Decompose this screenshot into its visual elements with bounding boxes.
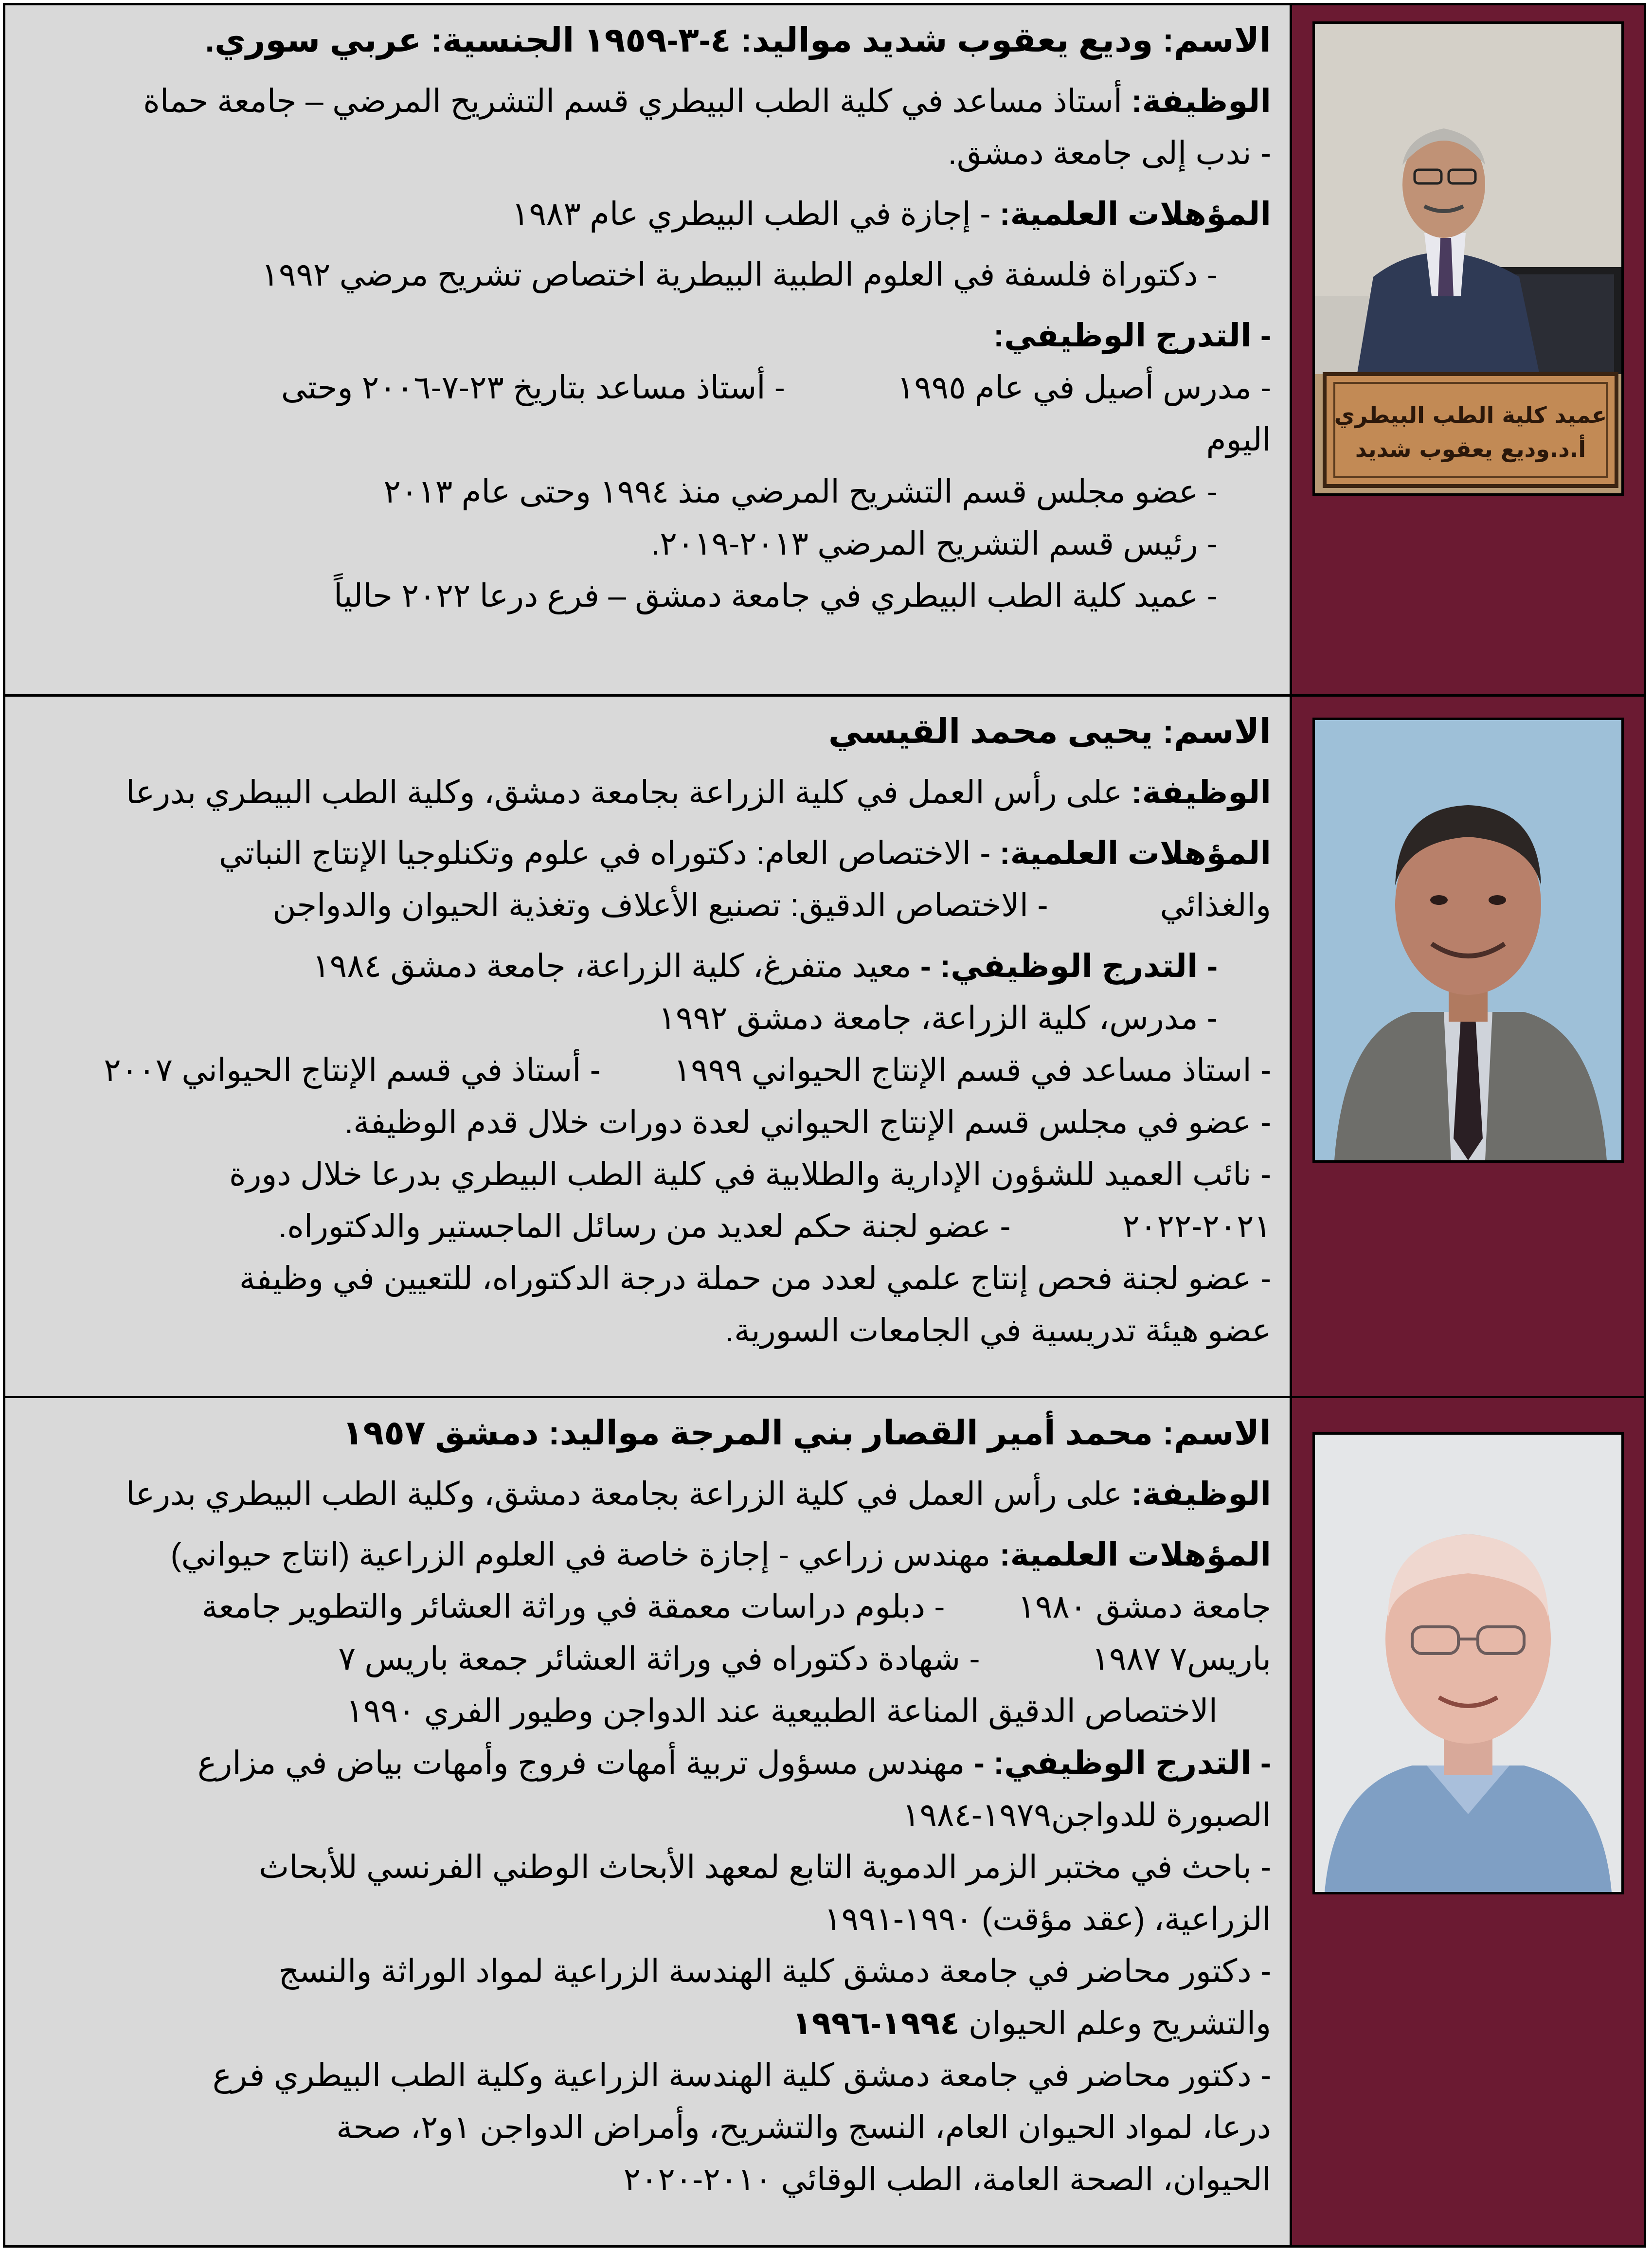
career-item: ١٩٩٤-١٩٩٦ [792, 2005, 960, 2041]
cv-text-cell [5, 1398, 1292, 2245]
job-label: الوظيفة: [1131, 83, 1271, 119]
job-line [24, 75, 1271, 127]
career-line: الزراعية، (عقد مؤقت) ١٩٩٠-١٩٩١ [824, 1901, 1271, 1937]
job-label: الوظيفة: [1131, 1476, 1271, 1512]
qualifications-text: والغذائي [1160, 887, 1271, 923]
qualifications-line-2 [24, 879, 1271, 931]
career-line: - عضو في مجلس قسم الإنتاج الحيواني لعدة دورات خلال قدم الوظيفة. [344, 1104, 1271, 1140]
qualifications-line [24, 1529, 1271, 1581]
plaque-text-2: أ.د.وديع يعقوب شديد [1355, 436, 1586, 462]
career-label: - التدرج الوظيفي: [993, 317, 1271, 353]
name-line: الاسم: محمد أمير القصار بني المرجة مواليد: دمشق ١٩٥٧ [342, 1414, 1271, 1452]
photo-cell [1292, 5, 1644, 694]
qualifications-text: - إجازة في الطب البيطري عام ١٩٨٣ [512, 196, 1000, 232]
qualifications-line [24, 827, 1271, 879]
career-line: - نائب العميد للشؤون الإدارية والطلابية في كلية الطب البيطري بدرعا خلال دورة [229, 1156, 1271, 1192]
qualifications-text: - الاختصاص العام: دكتوراه في علوم وتكنلوجيا الإنتاج النباتي [218, 835, 1000, 871]
plaque-text-1: عميد كلية الطب البيطري [1334, 402, 1607, 428]
career-line [24, 361, 1271, 414]
job-label: الوظيفة: [1131, 774, 1271, 810]
career-item: - أستاذ في قسم الإنتاج الحيواني ٢٠٠٧ [104, 1052, 601, 1088]
career-item: - عضو لجنة حكم لعديد من رسائل الماجستير والدكتوراه. [278, 1208, 1011, 1244]
qualifications-line-2: - دكتوراة فلسفة في العلوم الطبية البيطرية اختصاص تشريح مرضي ١٩٩٢ [261, 256, 1218, 292]
career-line [24, 1200, 1271, 1252]
qualifications-label: المؤهلات العلمية: [999, 196, 1271, 232]
qualifications-text: جامعة دمشق ١٩٨٠ [1018, 1588, 1271, 1624]
job-text: أستاذ مساعد في كلية الطب البيطري قسم التشريح المرضي – جامعة حماة [143, 83, 1131, 119]
qualifications-text: باريس٧ ١٩٨٧ [1092, 1640, 1271, 1676]
qualifications-text: - شهادة دكتوراه في وراثة العشائر جمعة باريس ٧ [338, 1640, 980, 1676]
career-line: اليوم [1206, 421, 1271, 457]
job-text: على رأس العمل في كلية الزراعة بجامعة دمشق، وكلية الطب البيطري بدرعا [126, 774, 1131, 810]
name-line: الاسم: يحيى محمد القيسي [828, 712, 1271, 750]
cv-text-cell [5, 5, 1292, 694]
career-line: - رئيس قسم التشريح المرضي ٢٠١٣-٢٠١٩. [651, 525, 1218, 561]
career-label: - التدرج الوظيفي: - [920, 948, 1218, 984]
job-line [24, 1468, 1271, 1520]
job-line-2: - ندب إلى جامعة دمشق. [948, 135, 1271, 171]
career-line: - عضو مجلس قسم التشريح المرضي منذ ١٩٩٤ وحتى عام ٢٠١٣ [383, 473, 1218, 509]
career-line: - دكتور محاضر في جامعة دمشق كلية الهندسة الزراعية لمواد الوراثة والنسج [278, 1953, 1271, 1989]
career-line: الحيوان، الصحة العامة، الطب الوقائي ٢٠١٠-٢٠٢٠ [623, 2161, 1271, 2197]
photo-cell [1292, 697, 1644, 1396]
career-item: مهندس مسؤول تربية أمهات فروج وأمهات بياض في مزارع [198, 1745, 974, 1781]
career-item: - استاذ مساعد في قسم الإنتاج الحيواني ١٩٩٩ [673, 1052, 1271, 1088]
qualifications-label: المؤهلات العلمية: [999, 1536, 1271, 1572]
career-line: - باحث في مختبر الزمر الدموية التابع لمعهد الأبحاث الوطني الفرنسي للأبحاث [259, 1849, 1271, 1885]
career-item: والتشريح وعلم الحيوان [959, 2005, 1271, 2041]
qualifications-text: - الاختصاص الدقيق: تصنيع الأعلاف وتغذية الحيوان والدواجن [272, 887, 1048, 923]
career-line [24, 940, 1271, 992]
career-line: - مدرس، كلية الزراعة، جامعة دمشق ١٩٩٢ [658, 1000, 1218, 1036]
qualifications-line [24, 188, 1271, 240]
cv-table [3, 3, 1646, 2248]
photo-cell [1292, 1398, 1644, 2245]
career-line: درعا، لمواد الحيوان العام، النسج والتشريح، وأمراض الدواجن ١و٢، صحة [336, 2109, 1271, 2145]
cv-text-cell [5, 697, 1292, 1396]
portrait-photo [1312, 21, 1624, 496]
job-text: على رأس العمل في كلية الزراعة بجامعة دمشق، وكلية الطب البيطري بدرعا [126, 1476, 1131, 1512]
qualifications-line [24, 1581, 1271, 1633]
qualifications-text: مهندس زراعي - إجازة خاصة في العلوم الزراعية (انتاج حيواني) [170, 1536, 1000, 1572]
career-line [24, 1044, 1271, 1096]
career-line: الصبورة للدواجن١٩٧٩-١٩٨٤ [902, 1797, 1271, 1833]
qualifications-line [24, 1633, 1271, 1685]
career-line: - دكتور محاضر في جامعة دمشق كلية الهندسة الزراعية وكلية الطب البيطري فرع [212, 2057, 1271, 2093]
career-line: عضو هيئة تدريسية في الجامعات السورية. [725, 1312, 1271, 1348]
career-line: - عميد كلية الطب البيطري في جامعة دمشق – فرع درعا ٢٠٢٢ حالياً [334, 577, 1218, 613]
career-item: معيد متفرغ، كلية الزراعة، جامعة دمشق ١٩٨٤ [312, 948, 920, 984]
career-item: ٢٠٢١-٢٠٢٢ [1122, 1208, 1271, 1244]
career-item: - مدرس أصيل في عام ١٩٩٥ [897, 369, 1271, 405]
career-line [24, 1737, 1271, 1789]
qualifications-line: الاختصاص الدقيق المناعة الطبيعية عند الدواجن وطيور الفري ١٩٩٠ [346, 1693, 1218, 1729]
career-label: - التدرج الوظيفي: - [973, 1745, 1271, 1781]
cv-row-3 [5, 1398, 1644, 2245]
portrait-photo [1312, 718, 1624, 1163]
career-item: - أستاذ مساعد بتاريخ ٢٣-٧-٢٠٠٦ وحتى [281, 369, 785, 405]
qualifications-text: - دبلوم دراسات معمقة في وراثة العشائر والتطوير جامعة [201, 1588, 945, 1624]
cv-row-1 [5, 5, 1644, 697]
job-line [24, 766, 1271, 818]
name-line: الاسم: وديع يعقوب شديد مواليد: ٤-٣-١٩٥٩ الجنسية: عربي سوري. [205, 21, 1271, 59]
portrait-photo [1312, 1432, 1624, 1894]
career-line [24, 1997, 1271, 2049]
cv-row-2 [5, 697, 1644, 1398]
qualifications-label: المؤهلات العلمية: [999, 835, 1271, 871]
career-line: - عضو لجنة فحص إنتاج علمي لعدد من حملة درجة الدكتوراه، للتعيين في وظيفة [239, 1260, 1271, 1296]
